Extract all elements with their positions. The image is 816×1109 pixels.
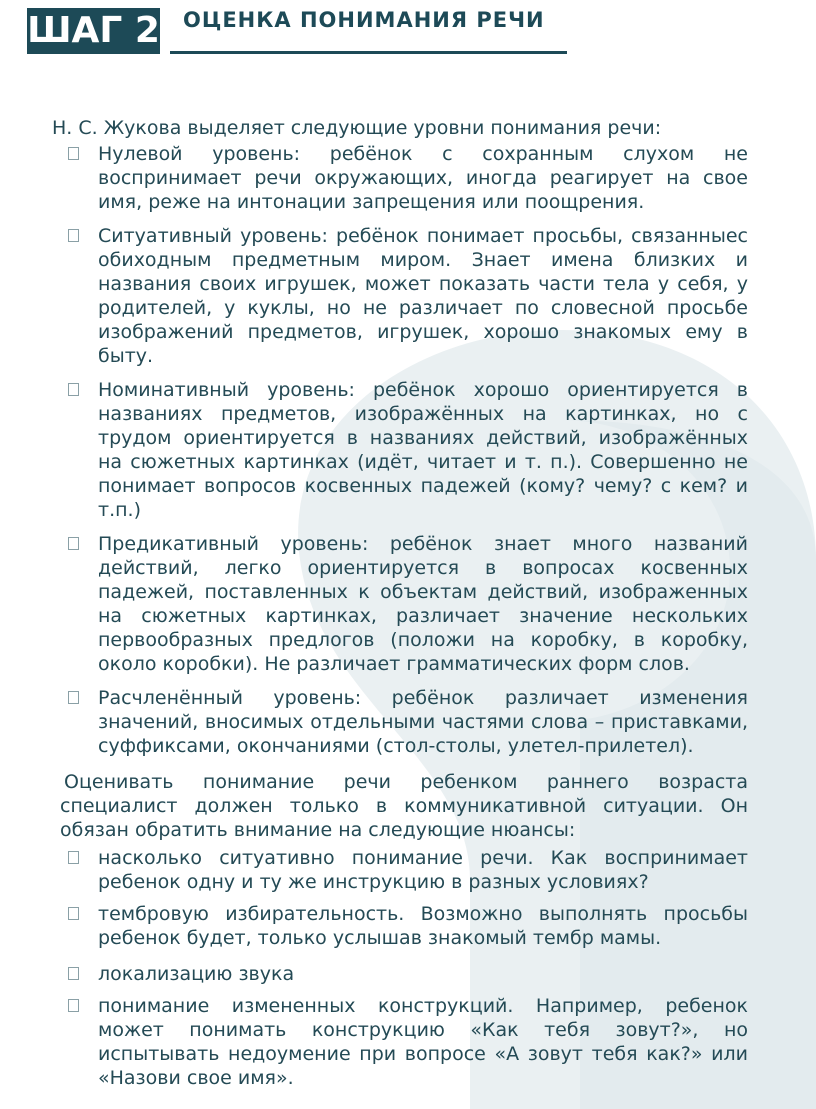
list-item [68,142,748,214]
nuance-text: понимание измененных конструкций. Например, ребенок может понимать конструкцию «Как тебя зовут?», но испытывать недоумение при вопросе «А зовут тебя как?» или «Назови свое имя». [98,995,748,1089]
checkbox-icon [68,967,79,980]
level-text: Номинативный уровень: ребёнок хорошо ориентируется в названиях предметов, изображённых на картинках, но с трудом ориентируется в названиях действий, изображённых на сюжетных картинках (идёт, читает и т. п.). Совершенно не понимает вопросов косвенных падежей (кому? чему? с кем? и т.п.) [98,379,748,521]
nuance-text: локализацию звука [98,963,295,985]
level-text: Расчленённый уровень: ребёнок различает изменения значений, вносимых отдельными частями слова – приставками, суффиксами, окончаниями (стол-столы, улетел-прилетел). [98,687,748,757]
checkbox-icon [68,999,79,1012]
list-item [68,224,748,368]
checkbox-icon [68,147,79,160]
checkbox-icon [68,383,79,396]
step-badge: ШАГ 2 [27,8,160,54]
checkbox-icon [68,691,79,704]
nuances-list [60,846,748,1090]
list-item [68,902,748,950]
levels-list [60,142,748,758]
level-text: Нулевой уровень: ребёнок с сохранным слухом не воспринимает речи окружающих, иногда реагирует на свое имя, реже на интонации запрещения или поощрения. [98,143,748,213]
list-item [68,378,748,522]
level-text: Ситуативный уровень: ребёнок понимает просьбы, связанныес обиходным предметным миром. Знает имена близких и названия своих игрушек, может показать части тела у себя, у родителей, у куклы, но не различает по словесной просьбе изображений предметов, игрушек, хорошо знакомых ему в быту. [98,225,748,367]
page-header [27,8,587,58]
nuance-text: насколько ситуативно понимание речи. Как воспринимает ребенок одну и ту же инструкцию в разных условиях? [98,847,748,893]
checkbox-icon [68,537,79,550]
list-item [68,846,748,894]
checkbox-icon [68,907,79,920]
intro-text: Н. С. Жукова выделяет следующие уровни понимания речи: [52,117,662,139]
page-title: ОЦЕНКА ПОНИМАНИЯ РЕЧИ [183,8,545,32]
checkbox-icon [68,229,79,242]
level-text: Предикативный уровень: ребёнок знает много названий действий, легко ориентируется в вопросах косвенных падежей, поставленных к объектам действий, изображенных на сюжетных картинках, различает значение нескольких первообразных предлогов (положи на коробку, в коробку, около коробки). Не различает грамматических форм слов. [98,533,748,675]
nuance-text: тембровую избирательность. Возможно выполнять просьбы ребенок будет, только услышав знакомый тембр мамы. [98,903,748,949]
list-item [68,532,748,676]
main-content [52,116,748,1098]
list-item [68,962,748,986]
assessment-paragraph: Оценивать понимание речи ребенком раннего возраста специалист должен только в коммуникативной ситуации. Он обязан обратить внимание на следующие нюансы: [60,771,748,841]
list-item [68,686,748,758]
list-item [68,994,748,1090]
checkbox-icon [68,851,79,864]
title-underline [170,51,567,54]
